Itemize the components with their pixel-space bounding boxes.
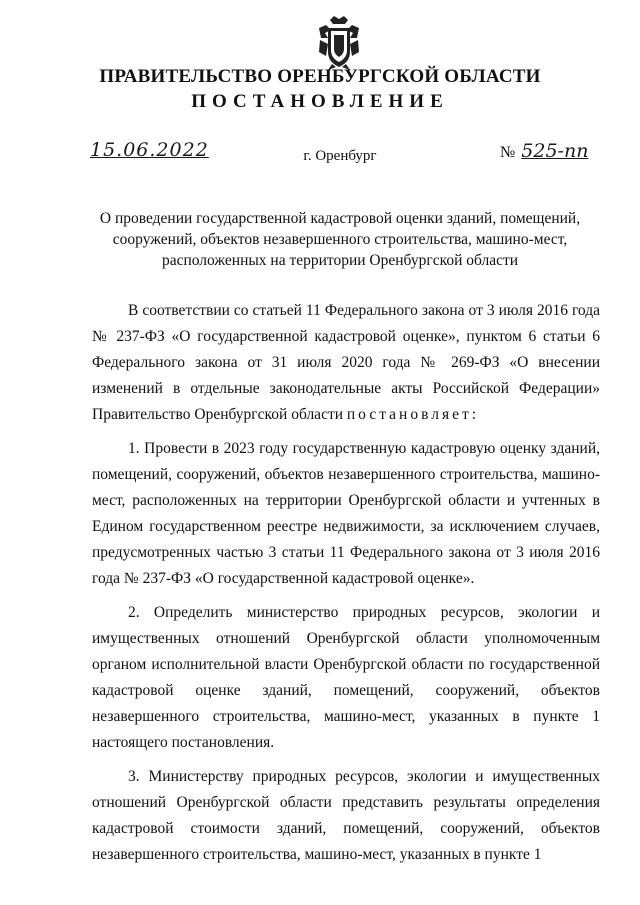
preamble-paragraph	[92, 298, 600, 428]
number-prefix: №	[500, 144, 516, 161]
document-number-block	[500, 140, 588, 162]
item-3-paragraph: 3. Министерству природных ресурсов, экологии и имущественных отношений Оренбургской области представить результаты определения кадастровой стоимости зданий, помещений, сооружений, объектов незавершенного строительства, машино-мест, указанных в пункте 1	[92, 768, 600, 863]
document-body	[92, 298, 600, 876]
document-title	[60, 208, 620, 271]
decree-word: постановляет:	[346, 406, 480, 423]
item-1-paragraph: 1. Провести в 2023 году государственную кадастровую оценку зданий, помещений, сооружений, объектов незавершенного строительства, машино-мест, расположенных на территории Оренбургской области и учтенных в Едином государственном реестре недвижимости, за исключением случаев, предусмотренных частью 3 статьи 11 Федерального закона от 3 июля 2016 года № 237-ФЗ «О государственной кадастровой оценке».	[92, 440, 600, 587]
coat-of-arms-icon	[316, 16, 362, 70]
document-date: 15.06.2022	[90, 139, 209, 161]
document-type-heading: ПОСТАНОВЛЕНИЕ	[191, 91, 449, 112]
organization-heading: ПРАВИТЕЛЬСТВО ОРЕНБУРГСКОЙ ОБЛАСТИ	[99, 66, 541, 87]
document-number: 525-пп	[521, 140, 589, 162]
title-line: расположенных на территории Оренбургской области	[161, 252, 519, 269]
preamble-text: В соответствии со статьей 11 Федерального закона от 3 июля 2016 года № 237-ФЗ «О государственной кадастровой оценке», пунктом 6 статьи 6 Федерального закона от 31 июля 2020 года № 269-ФЗ «О внесении изменений в отдельные законодательные акты Российской Федерации» Правительство Оренбургской области	[92, 302, 600, 423]
title-line: О проведении государственной кадастровой оценки зданий, помещений,	[99, 210, 581, 227]
title-line: сооружений, объектов незавершенного строительства, машино-мест,	[112, 231, 568, 248]
item-2-paragraph: 2. Определить министерство природных ресурсов, экологии и имущественных отношений Оренбургской области уполномоченным органом исполнительной власти Оренбургской области по государственной кадастровой оценке зданий, помещений, сооружений, объектов незавершенного строительства, машино-мест, указанных в пункте 1 настоящего постановления.	[92, 604, 600, 751]
document-city: г. Оренбург	[303, 148, 377, 164]
